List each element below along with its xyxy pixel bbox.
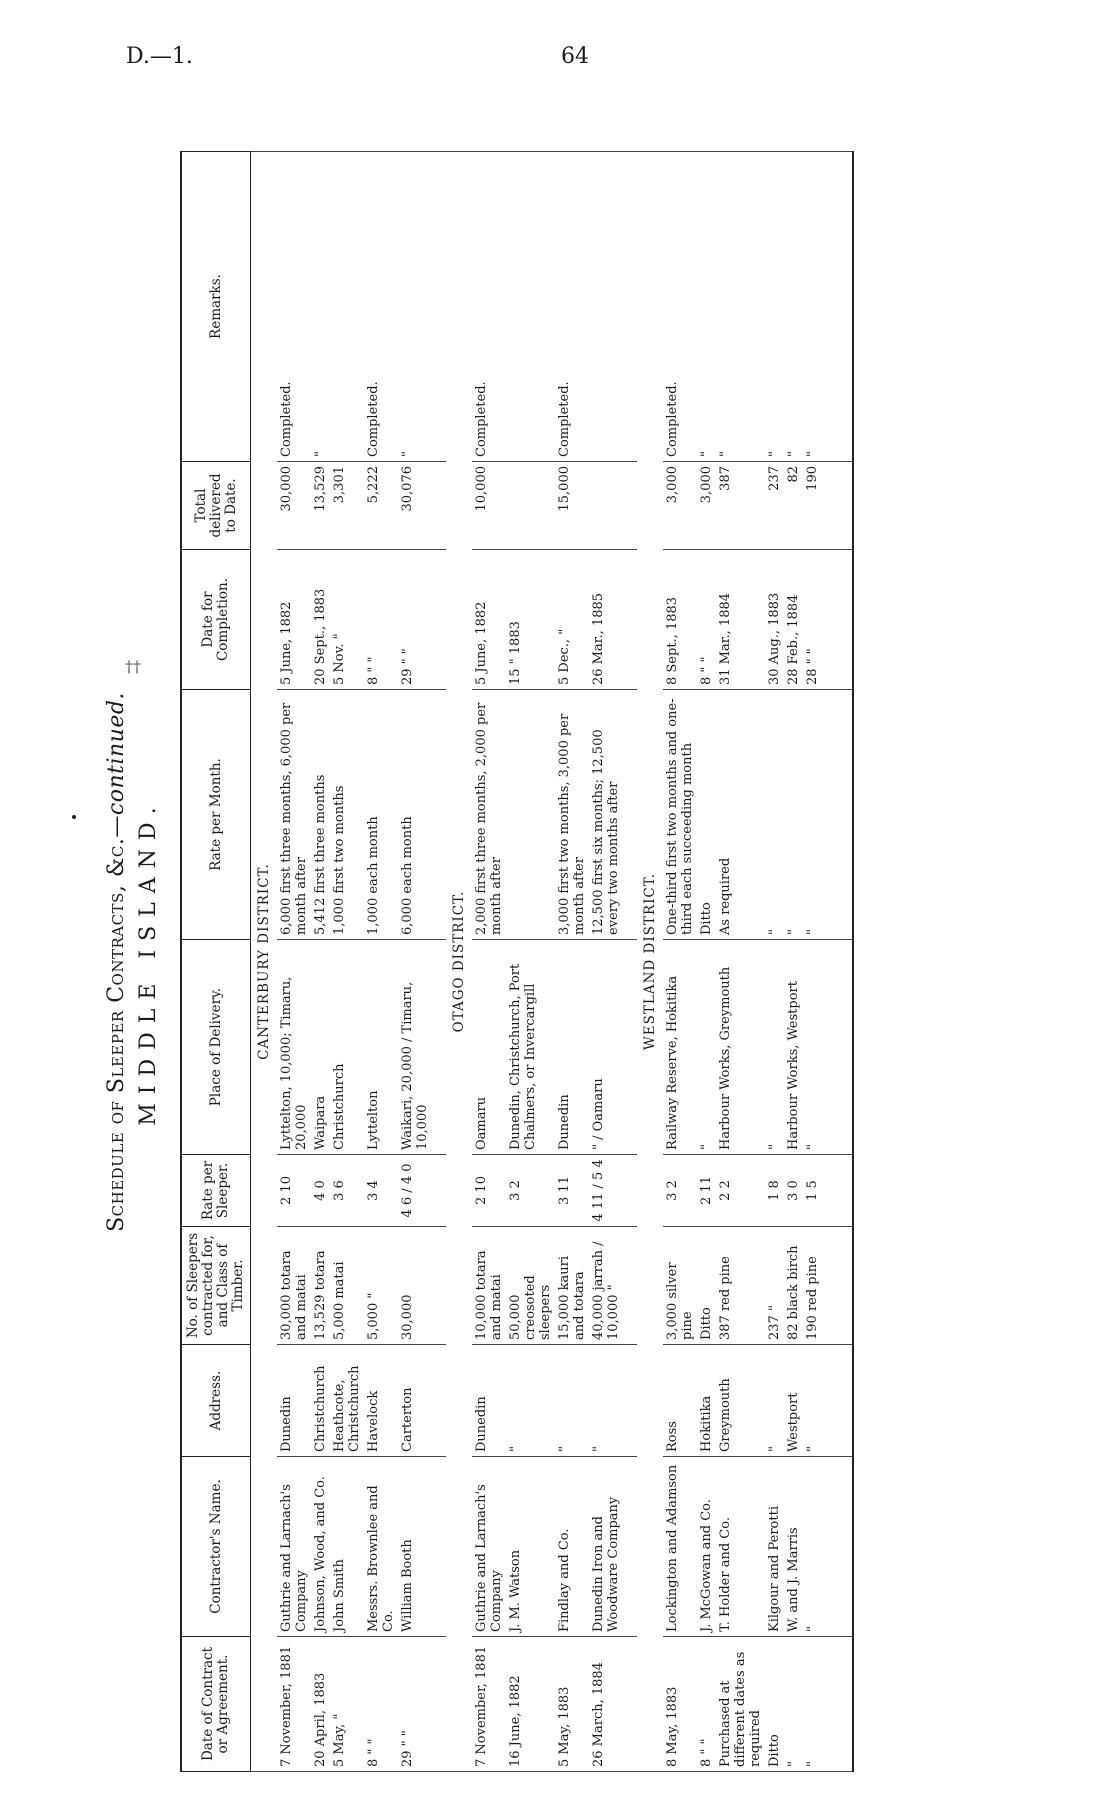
- col-completion: Date for Completion.: [181, 550, 251, 690]
- spacer-cell: [432, 1155, 446, 1227]
- cell-remarks: Completed.: [663, 152, 697, 462]
- table-row: [663, 152, 697, 1772]
- table-row: [506, 152, 555, 1772]
- district-heading: CANTERBURY DISTRICT.: [251, 152, 278, 1772]
- cell-rate: 2 10: [277, 1155, 311, 1227]
- cell-rate-per-month: 6,000 first three months, 6,000 per month after: [277, 690, 311, 940]
- cell-total: 30,076: [398, 462, 432, 550]
- cell-rate-per-month: ": [784, 690, 803, 940]
- cell-place: Christchurch: [330, 940, 364, 1155]
- cell-place: Dunedin: [555, 940, 589, 1155]
- cell-address: ": [803, 1345, 822, 1457]
- cell-place: Harbour Works, Westport: [784, 940, 803, 1155]
- cell-completion: 8 " ": [364, 550, 398, 690]
- cell-place: Lyttelton: [364, 940, 398, 1155]
- rotated-schedule: [104, 152, 940, 1772]
- district-heading-row: [637, 152, 663, 1772]
- cell-contractor: William Booth: [398, 1457, 432, 1637]
- cell-remarks: ": [398, 152, 432, 462]
- cell-place: Oamaru: [472, 940, 506, 1155]
- cell-rate-per-month: One-third first two months and one-third each succeeding month: [663, 690, 697, 940]
- cell-rate-per-month: 2,000 first three months, 2,000 per month after: [472, 690, 506, 940]
- cell-address: Christchurch: [311, 1345, 330, 1457]
- cell-contractor: J. McGowan and Co.: [697, 1457, 716, 1637]
- cell-completion: 28 " ": [803, 550, 822, 690]
- cell-place: Harbour Works, Greymouth: [716, 940, 765, 1155]
- cell-total: 387: [716, 462, 765, 550]
- cell-sleepers: 40,000 jarrah / 10,000 ": [589, 1227, 623, 1345]
- cell-sleepers: Ditto: [697, 1227, 716, 1345]
- spacer-cell: [623, 1637, 637, 1772]
- spacer-cell: [822, 152, 853, 462]
- cell-rate: 4 0: [311, 1155, 330, 1227]
- schedule-title-italic: continued.: [104, 692, 129, 816]
- margin-mark: ††: [125, 657, 141, 676]
- spacer-cell: [623, 690, 637, 940]
- col-date: Date of Contract or Agreement.: [181, 1637, 251, 1772]
- cell-place: Dunedin, Christchurch, Port Chalmers, or Invercargill: [506, 940, 555, 1155]
- district-heading-row: [251, 152, 278, 1772]
- spacer-cell: [822, 550, 853, 690]
- cell-place: Waikari, 20,000 / Timaru, 10,000: [398, 940, 432, 1155]
- spacer-cell: [623, 1155, 637, 1227]
- cell-date: 26 March, 1884: [589, 1637, 623, 1772]
- cell-place: ": [765, 940, 784, 1155]
- cell-sleepers: 237 ": [765, 1227, 784, 1345]
- cell-contractor: Findlay and Co.: [555, 1457, 589, 1637]
- cell-rate-per-month: Ditto: [697, 690, 716, 940]
- spacer-cell: [822, 1155, 853, 1227]
- cell-rate-per-month: 6,000 each month: [398, 690, 432, 940]
- cell-rate-per-month: 12,500 first six months; 12,500 every two months after: [589, 690, 623, 940]
- cell-contractor: W. and J. Marris: [784, 1457, 803, 1637]
- table-row: [716, 152, 765, 1772]
- cell-rate: 2 2: [716, 1155, 765, 1227]
- cell-rate: 3 2: [506, 1155, 555, 1227]
- cell-total: 3,301: [330, 462, 364, 550]
- cell-address: Ross: [663, 1345, 697, 1457]
- spacer-cell: [623, 1345, 637, 1457]
- cell-completion: 5 Dec., ": [555, 550, 589, 690]
- cell-completion: 30 Aug., 1883: [765, 550, 784, 690]
- column-header-row: [181, 152, 251, 1772]
- cell-total: [589, 462, 623, 550]
- cell-date: Purchased at different dates as required: [716, 1637, 765, 1772]
- ink-dot: [72, 815, 76, 819]
- cell-remarks: Completed.: [555, 152, 589, 462]
- cell-remarks: ": [716, 152, 765, 462]
- cell-rate: 3 6: [330, 1155, 364, 1227]
- cell-completion: 31 Mar., 1884: [716, 550, 765, 690]
- cell-contractor: Dunedin Iron and Woodware Company: [589, 1457, 623, 1637]
- cell-completion: 5 Nov. ": [330, 550, 364, 690]
- spacer-cell: [623, 1457, 637, 1637]
- district-heading: WESTLAND DISTRICT.: [637, 152, 663, 1772]
- spacer-cell: [432, 152, 446, 462]
- cell-address: Hokitika: [697, 1345, 716, 1457]
- section-spacer: [822, 152, 853, 1772]
- cell-completion: 5 June, 1882: [472, 550, 506, 690]
- cell-sleepers: 190 red pine: [803, 1227, 822, 1345]
- cell-contractor: John Smith: [330, 1457, 364, 1637]
- cell-contractor: Guthrie and Larnach's Company: [277, 1457, 311, 1637]
- cell-sleepers: 5,000 matai: [330, 1227, 364, 1345]
- cell-date: 20 April, 1883: [311, 1637, 330, 1772]
- spacer-cell: [432, 462, 446, 550]
- spacer-cell: [623, 550, 637, 690]
- cell-remarks: [589, 152, 623, 462]
- cell-completion: 15 " 1883: [506, 550, 555, 690]
- cell-remarks: ": [784, 152, 803, 462]
- cell-remarks: ": [765, 152, 784, 462]
- cell-remarks: Completed.: [472, 152, 506, 462]
- table-row: [364, 152, 398, 1772]
- cell-rate: 1 8: [765, 1155, 784, 1227]
- cell-rate-per-month: ": [765, 690, 784, 940]
- cell-address: ": [765, 1345, 784, 1457]
- cell-date: 7 November, 1881: [472, 1637, 506, 1772]
- spacer-cell: [623, 940, 637, 1155]
- cell-address: Westport: [784, 1345, 803, 1457]
- spacer-cell: [623, 1227, 637, 1345]
- table-row: [330, 152, 364, 1772]
- cell-completion: 20 Sept., 1883: [311, 550, 330, 690]
- cell-completion: 8 Sept., 1883: [663, 550, 697, 690]
- cell-date: 8 May, 1883: [663, 1637, 697, 1772]
- spacer-cell: [822, 1345, 853, 1457]
- schedule-title: [104, 152, 129, 1772]
- cell-total: 237: [765, 462, 784, 550]
- cell-sleepers: 30,000: [398, 1227, 432, 1345]
- district-heading: OTAGO DISTRICT.: [446, 152, 472, 1772]
- col-remarks: Remarks.: [181, 152, 251, 462]
- cell-address: Heathcote, Christchurch: [330, 1345, 364, 1457]
- cell-date: 8 " ": [697, 1637, 716, 1772]
- cell-address: Carterton: [398, 1345, 432, 1457]
- schedule-title-main: Schedule of Sleeper Contracts, &c.—: [104, 815, 129, 1232]
- cell-remarks: ": [803, 152, 822, 462]
- spacer-cell: [623, 462, 637, 550]
- cell-address: Dunedin: [277, 1345, 311, 1457]
- cell-place: ": [697, 940, 716, 1155]
- spacer-cell: [822, 690, 853, 940]
- cell-address: ": [506, 1345, 555, 1457]
- cell-sleepers: 15,000 kauri and totara: [555, 1227, 589, 1345]
- spacer-cell: [432, 1345, 446, 1457]
- spacer-cell: [432, 690, 446, 940]
- cell-rate-per-month: 5,412 first three months: [311, 690, 330, 940]
- table-row: [277, 152, 311, 1772]
- table-row: [555, 152, 589, 1772]
- island-title: MIDDLE ISLAND.: [136, 798, 161, 1126]
- spacer-cell: [822, 1227, 853, 1345]
- spacer-cell: [822, 462, 853, 550]
- cell-completion: 28 Feb., 1884: [784, 550, 803, 690]
- spacer-cell: [822, 1637, 853, 1772]
- cell-rate: 3 0: [784, 1155, 803, 1227]
- cell-remarks: [330, 152, 364, 462]
- table-row: [472, 152, 506, 1772]
- cell-place: Railway Reserve, Hokitika: [663, 940, 697, 1155]
- cell-date: Ditto: [765, 1637, 784, 1772]
- cell-rate: 3 11: [555, 1155, 589, 1227]
- cell-contractor: Kilgour and Perotti: [765, 1457, 784, 1637]
- table-row: [589, 152, 623, 1772]
- cell-total: 190: [803, 462, 822, 550]
- cell-sleepers: 387 red pine: [716, 1227, 765, 1345]
- cell-address: ": [589, 1345, 623, 1457]
- cell-sleepers: 30,000 totara and matai: [277, 1227, 311, 1345]
- cell-place: Waipara: [311, 940, 330, 1155]
- cell-sleepers: 82 black birch: [784, 1227, 803, 1345]
- cell-remarks: Completed.: [364, 152, 398, 462]
- spacer-cell: [822, 1457, 853, 1637]
- cell-date: 8 " ": [364, 1637, 398, 1772]
- cell-date: 5 May, ": [330, 1637, 364, 1772]
- page-number: 64: [561, 44, 589, 69]
- cell-date: 5 May, 1883: [555, 1637, 589, 1772]
- cell-completion: 26 Mar., 1885: [589, 550, 623, 690]
- cell-rate-per-month: [506, 690, 555, 940]
- document-code: D.—1.: [126, 44, 193, 69]
- cell-total: 13,529: [311, 462, 330, 550]
- cell-rate-per-month: 3,000 first two months, 3,000 per month after: [555, 690, 589, 940]
- cell-total: 3,000: [697, 462, 716, 550]
- col-contractor: Contractor's Name.: [181, 1457, 251, 1637]
- spacer-cell: [432, 1637, 446, 1772]
- district-heading-row: [446, 152, 472, 1772]
- cell-sleepers: 13,529 totara: [311, 1227, 330, 1345]
- cell-place: Lyttelton, 10,000; Timaru, 20,000: [277, 940, 311, 1155]
- cell-total: 3,000: [663, 462, 697, 550]
- col-total: Total delivered to Date.: [181, 462, 251, 550]
- cell-completion: 29 " ": [398, 550, 432, 690]
- cell-remarks: ": [697, 152, 716, 462]
- table-row: [398, 152, 432, 1772]
- cell-place: " / Oamaru: [589, 940, 623, 1155]
- cell-rate: 1 5: [803, 1155, 822, 1227]
- cell-date: 29 " ": [398, 1637, 432, 1772]
- cell-rate: 3 2: [663, 1155, 697, 1227]
- table-row: [765, 152, 784, 1772]
- cell-contractor: Lockington and Adamson: [663, 1457, 697, 1637]
- cell-date: 16 June, 1882: [506, 1637, 555, 1772]
- cell-rate: 2 11: [697, 1155, 716, 1227]
- col-address: Address.: [181, 1345, 251, 1457]
- section-spacer: [432, 152, 446, 1772]
- cell-rate-per-month: As required: [716, 690, 765, 940]
- cell-total: 82: [784, 462, 803, 550]
- cell-contractor: J. M. Watson: [506, 1457, 555, 1637]
- cell-date: ": [784, 1637, 803, 1772]
- cell-total: [506, 462, 555, 550]
- cell-rate: 4 6 / 4 0: [398, 1155, 432, 1227]
- spacer-cell: [432, 940, 446, 1155]
- cell-contractor: T. Holder and Co.: [716, 1457, 765, 1637]
- cell-address: Dunedin: [472, 1345, 506, 1457]
- cell-rate-per-month: 1,000 first two months: [330, 690, 364, 940]
- cell-contractor: Johnson, Wood, and Co.: [311, 1457, 330, 1637]
- table-row: [803, 152, 822, 1772]
- cell-remarks: Completed.: [277, 152, 311, 462]
- col-rate: Rate per Sleeper.: [181, 1155, 251, 1227]
- table-row: [311, 152, 330, 1772]
- cell-sleepers: 3,000 silver pine: [663, 1227, 697, 1345]
- table-body: [251, 152, 854, 1772]
- col-place: Place of Delivery.: [181, 940, 251, 1155]
- cell-address: ": [555, 1345, 589, 1457]
- cell-total: 15,000: [555, 462, 589, 550]
- cell-contractor: Messrs. Brownlee and Co.: [364, 1457, 398, 1637]
- cell-date: ": [803, 1637, 822, 1772]
- cell-completion: 5 June, 1882: [277, 550, 311, 690]
- cell-rate: 2 10: [472, 1155, 506, 1227]
- cell-remarks: ": [311, 152, 330, 462]
- cell-sleepers: 5,000 ": [364, 1227, 398, 1345]
- cell-date: 7 November, 1881: [277, 1637, 311, 1772]
- cell-contractor: Guthrie and Larnach's Company: [472, 1457, 506, 1637]
- cell-total: 10,000: [472, 462, 506, 550]
- sleeper-contracts-table: [180, 151, 854, 1772]
- cell-address: Havelock: [364, 1345, 398, 1457]
- spacer-cell: [432, 1227, 446, 1345]
- section-spacer: [623, 152, 637, 1772]
- spacer-cell: [432, 550, 446, 690]
- cell-sleepers: 10,000 totara and matai: [472, 1227, 506, 1345]
- cell-rate: 3 4: [364, 1155, 398, 1227]
- table-row: [697, 152, 716, 1772]
- cell-total: 30,000: [277, 462, 311, 550]
- cell-remarks: [506, 152, 555, 462]
- col-sleepers: No. of Sleepers contracted for, and Class of Timber.: [181, 1227, 251, 1345]
- col-rate-per-month: Rate per Month.: [181, 690, 251, 940]
- spacer-cell: [432, 1457, 446, 1637]
- cell-rate: 4 11 / 5 4: [589, 1155, 623, 1227]
- cell-place: ": [803, 940, 822, 1155]
- cell-sleepers: 50,000 creosoted sleepers: [506, 1227, 555, 1345]
- spacer-cell: [822, 940, 853, 1155]
- cell-rate-per-month: ": [803, 690, 822, 940]
- cell-rate-per-month: 1,000 each month: [364, 690, 398, 940]
- cell-contractor: ": [803, 1457, 822, 1637]
- table-row: [784, 152, 803, 1772]
- cell-total: 5,222: [364, 462, 398, 550]
- cell-completion: 8 " ": [697, 550, 716, 690]
- spacer-cell: [623, 152, 637, 462]
- cell-address: Greymouth: [716, 1345, 765, 1457]
